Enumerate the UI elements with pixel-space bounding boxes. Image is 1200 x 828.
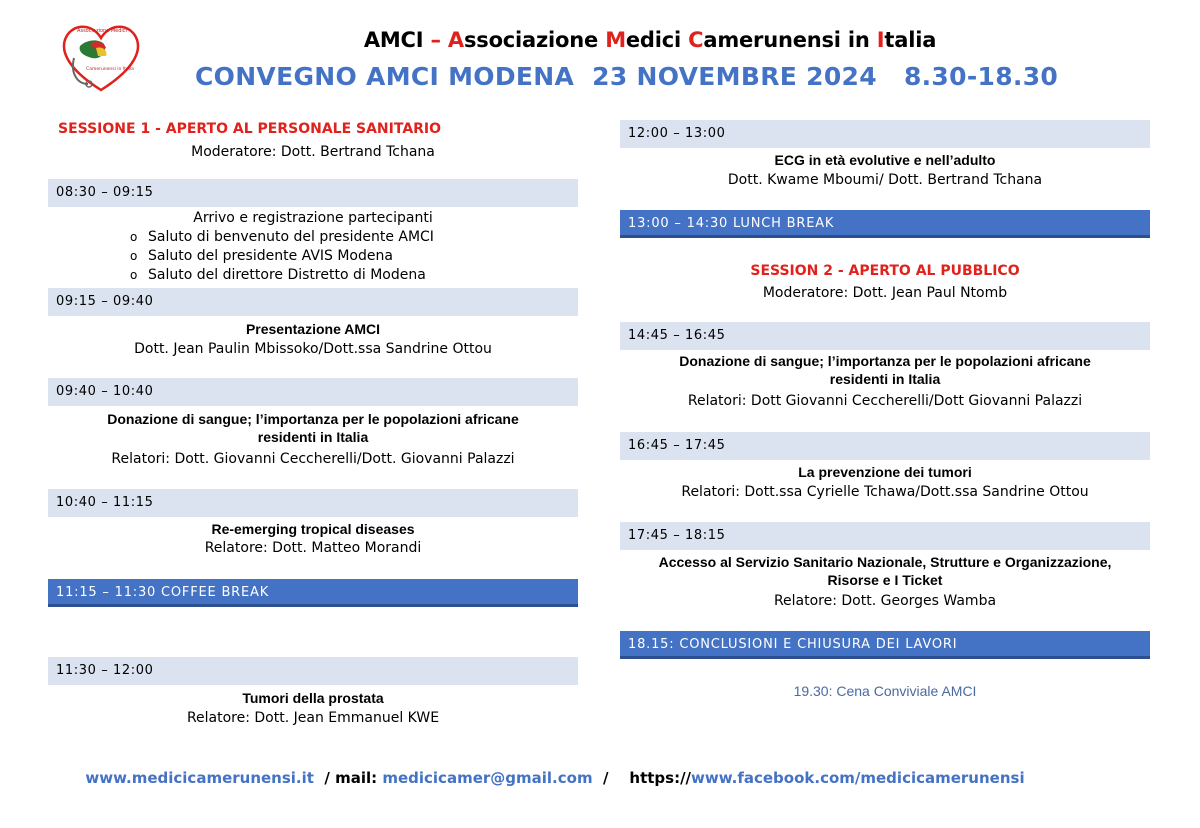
talk-title-line: Accesso al Servizio Sanitario Nazionale, Strutture e Organizzazione, <box>658 554 1112 570</box>
header-title-part: edici <box>625 28 689 52</box>
header-title-part: AMCI <box>363 28 431 52</box>
time-slot: 16:45 – 17:45 <box>620 432 1150 460</box>
facebook-link[interactable]: www.facebook.com/medicicamerunensi <box>691 769 1025 787</box>
list-item: o Saluto del presidente AVIS Modena <box>48 247 578 266</box>
time-slot: 17:45 – 18:15 <box>620 522 1150 550</box>
talk-title: ECG in età evolutive e nell’adulto <box>774 152 996 168</box>
header-title <box>0 28 1200 52</box>
email-link[interactable]: medicicamer@gmail.com <box>382 769 593 787</box>
lunch-break-bar: 13:00 – 14:30 LUNCH BREAK <box>620 210 1150 238</box>
session-2-title: SESSION 2 - APERTO AL PUBBLICO <box>750 263 1020 279</box>
header-title-part: talia <box>884 28 937 52</box>
talk-title-line: residenti in Italia <box>829 371 941 387</box>
talk-speaker: Relatori: Dott.ssa Cyrielle Tchawa/Dott.ssa Sandrine Ottou <box>681 484 1089 500</box>
list-item: o Saluto del direttore Distretto di Modena <box>48 266 578 285</box>
header-title-part: – <box>430 28 448 52</box>
time-slot: 08:30 – 09:15 <box>48 179 578 207</box>
header-title-part: I <box>876 28 885 52</box>
website-link[interactable]: www.medicicamerunensi.it <box>85 769 314 787</box>
header-title-part: ssociazione <box>463 28 606 52</box>
svg-text:Camerunensi in Italia: Camerunensi in Italia <box>86 67 134 72</box>
header-title-part: A <box>447 28 464 52</box>
time-slot: 11:30 – 12:00 <box>48 657 578 685</box>
svg-text:Associazione Medici: Associazione Medici <box>77 28 127 34</box>
header-title-part: C <box>688 28 704 52</box>
footer-contacts <box>0 769 1110 787</box>
time-slot: 09:40 – 10:40 <box>48 378 578 406</box>
talk-title: Presentazione AMCI <box>245 321 381 337</box>
talk-speaker: Relatori: Dott Giovanni Ceccherelli/Dott Giovanni Palazzi <box>687 393 1083 409</box>
talk-title: La prevenzione dei tumori <box>798 464 972 480</box>
talk-title: Tumori della prostata <box>242 690 384 706</box>
closing-bar: 18.15: CONCLUSIONI E CHIUSURA DEI LAVORI <box>620 631 1150 659</box>
time-slot: 09:15 – 09:40 <box>48 288 578 316</box>
talk-title-line: residenti in Italia <box>257 429 369 445</box>
time-slot: 10:40 – 11:15 <box>48 489 578 517</box>
footer-separator: / https:// <box>592 769 692 787</box>
dinner-note: 19.30: Cena Conviviale AMCI <box>793 683 977 699</box>
footer-separator: / mail: <box>313 769 383 787</box>
talk-speaker: Dott. Kwame Mboumi/ Dott. Bertrand Tchana <box>727 172 1043 188</box>
session-2-moderator: Moderatore: Dott. Jean Paul Ntomb <box>762 285 1008 301</box>
talk-title <box>620 553 1150 589</box>
session-1-moderator: Moderatore: Dott. Bertrand Tchana <box>191 144 435 160</box>
talk-speaker: Relatore: Dott. Matteo Morandi <box>204 540 422 556</box>
talk-title <box>620 352 1150 388</box>
header-subtitle: CONVEGNO AMCI MODENA 23 NOVEMBRE 2024 8.30-18.30 <box>195 62 1059 91</box>
talk-title-line: Risorse e I Ticket <box>827 572 943 588</box>
talk-title-line: Donazione di sangue; l’importanza per le popolazioni africane <box>679 353 1091 369</box>
talk-title <box>48 410 578 446</box>
talk-speaker: Relatore: Dott. Georges Wamba <box>773 593 997 609</box>
coffee-break-bar: 11:15 – 11:30 COFFEE BREAK <box>48 579 578 607</box>
talk-title: Re-emerging tropical diseases <box>211 521 415 537</box>
talk-speaker: Relatore: Dott. Jean Emmanuel KWE <box>186 710 440 726</box>
welcome-list <box>48 209 578 285</box>
header-title-part: amerunensi in <box>703 28 877 52</box>
time-slot: 12:00 – 13:00 <box>620 120 1150 148</box>
list-intro: Arrivo e registrazione partecipanti <box>193 210 433 226</box>
list-item: o Saluto di benvenuto del presidente AMCI <box>48 228 578 247</box>
session-1-title: SESSIONE 1 - APERTO AL PERSONALE SANITARIO <box>58 121 442 137</box>
header-title-part: M <box>605 28 626 52</box>
talk-speaker: Relatori: Dott. Giovanni Ceccherelli/Dott. Giovanni Palazzi <box>111 451 515 467</box>
talk-speaker: Dott. Jean Paulin Mbissoko/Dott.ssa Sandrine Ottou <box>134 341 492 357</box>
time-slot: 14:45 – 16:45 <box>620 322 1150 350</box>
talk-title-line: Donazione di sangue; l’importanza per le popolazioni africane <box>107 411 519 427</box>
